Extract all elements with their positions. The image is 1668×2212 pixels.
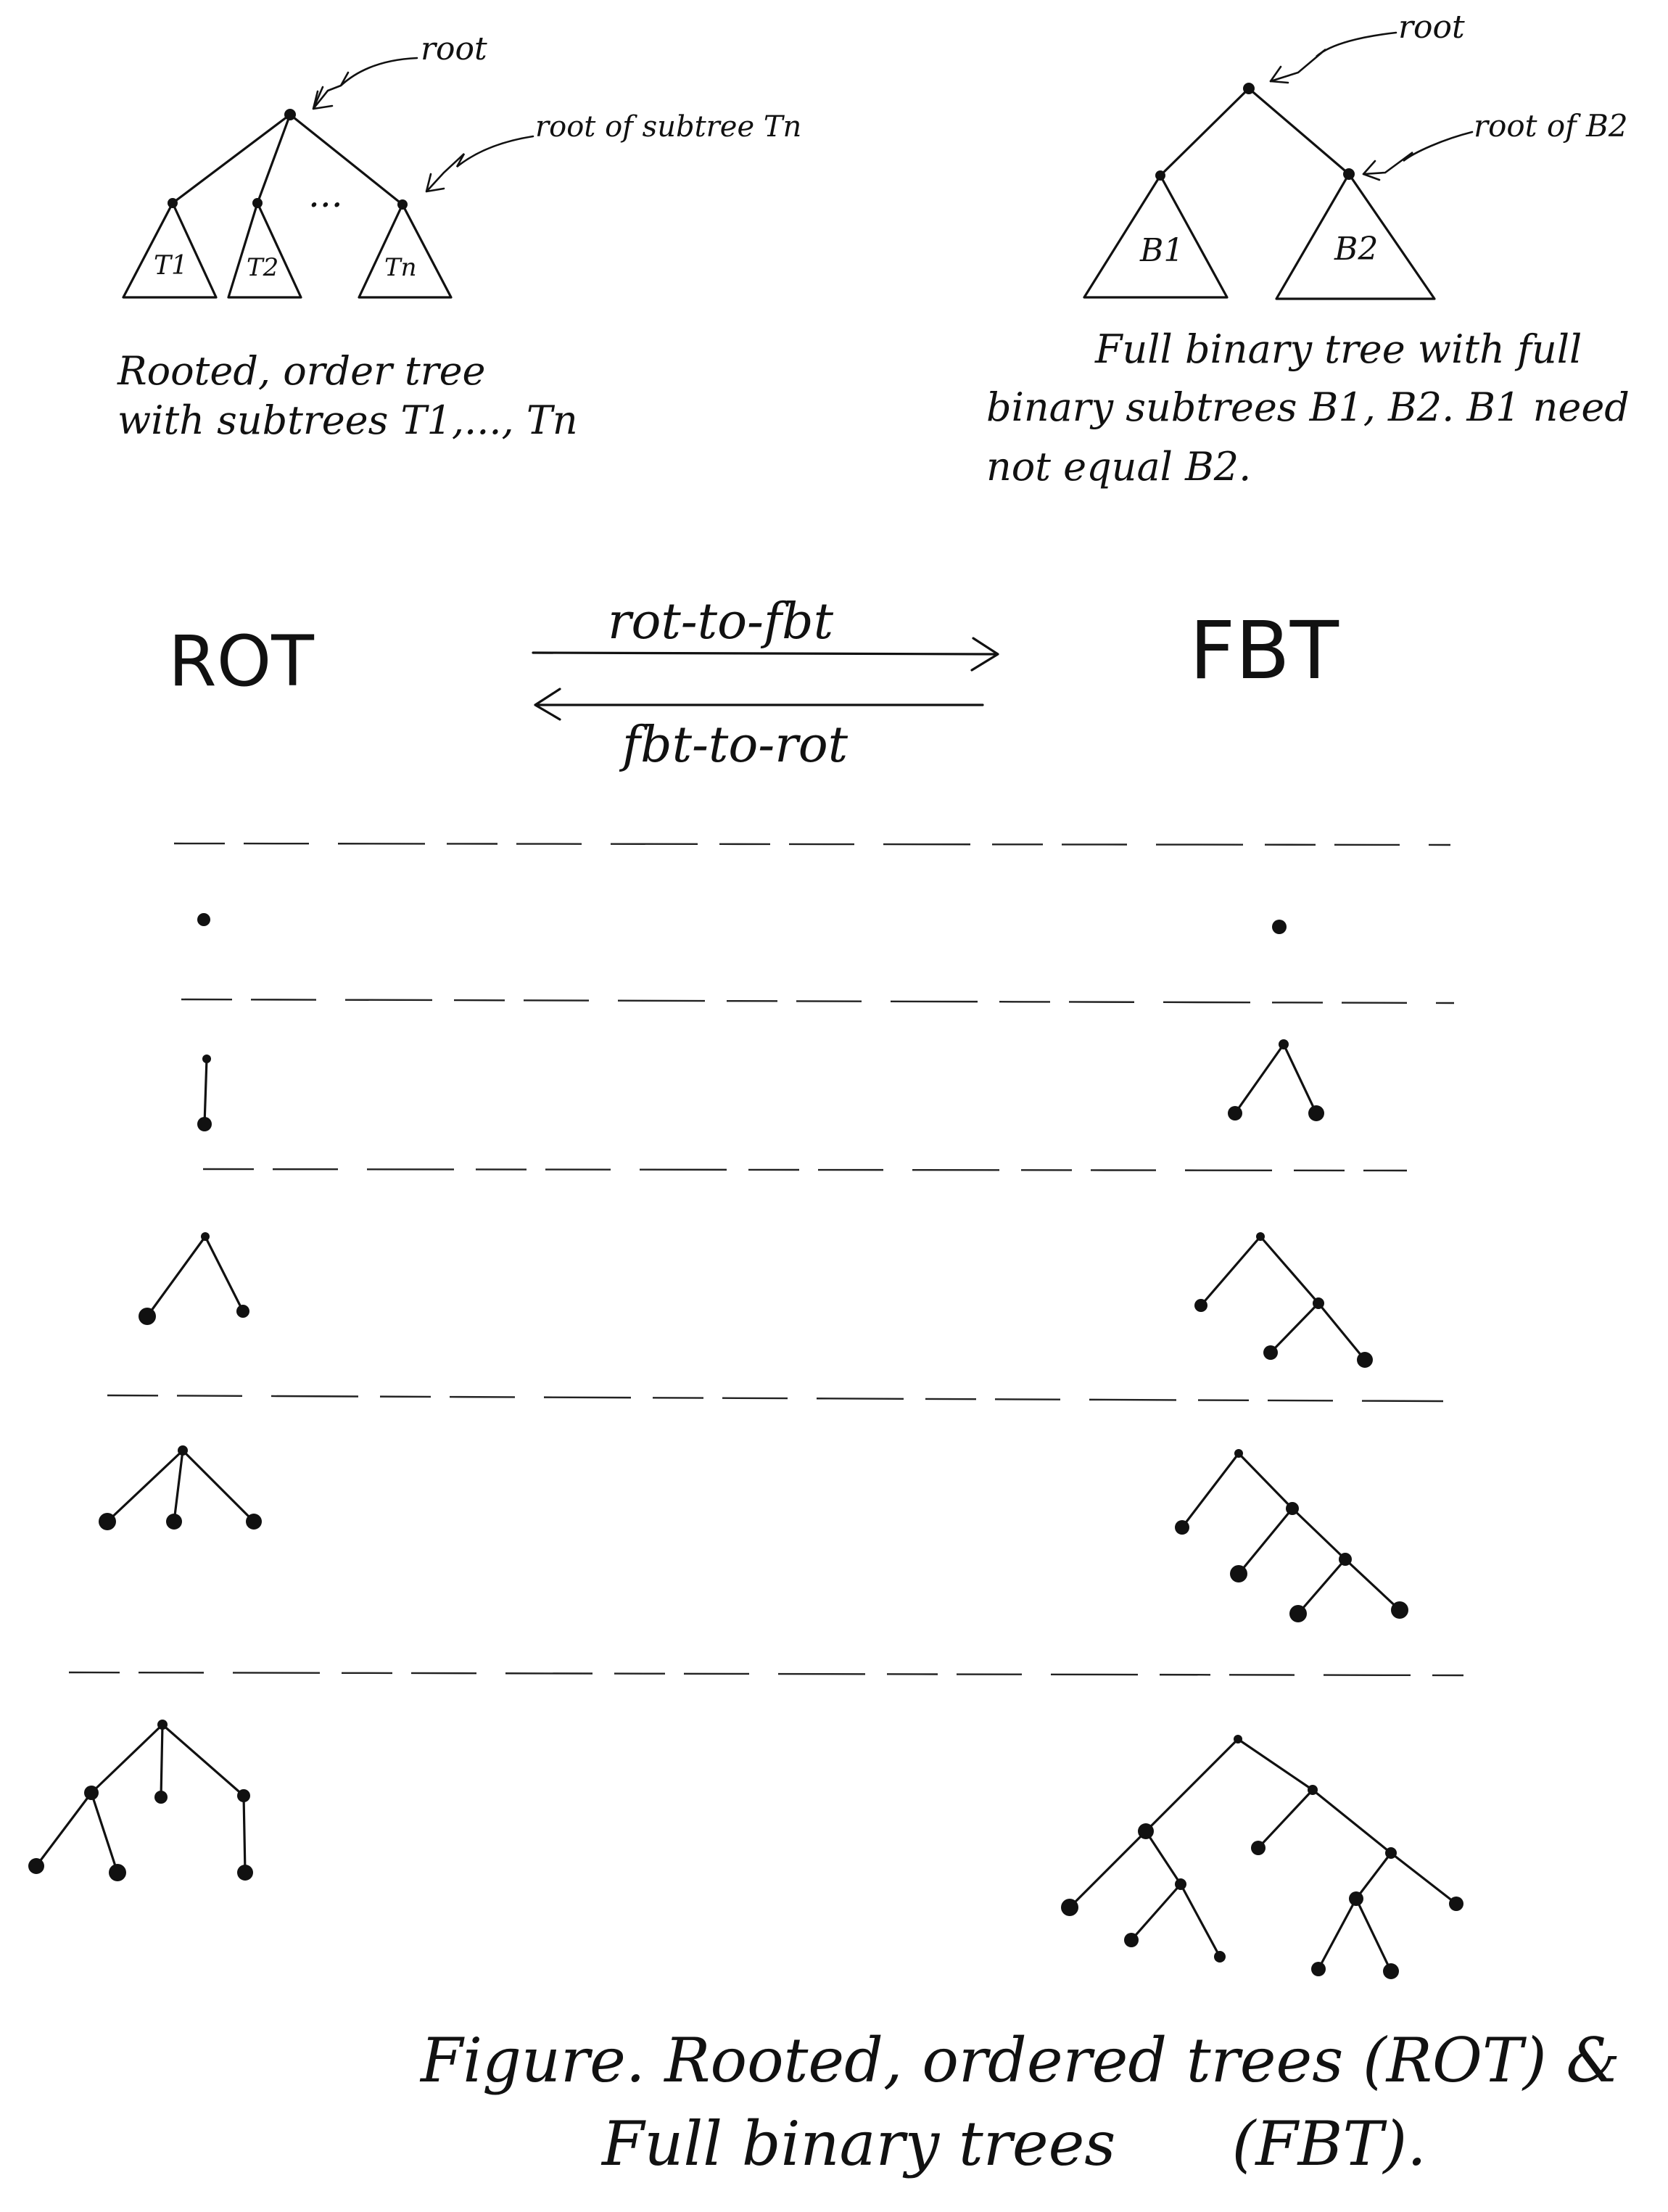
forward-map-label: rot-to-fbt — [608, 593, 834, 651]
fbt-tree-5 — [1061, 1735, 1463, 1979]
subtree-root-label: root of subtree Tn — [535, 110, 802, 144]
subtree-t2-triangle — [228, 203, 301, 297]
rot-caption-line2: with subtrees T1,..., Tn — [117, 397, 578, 443]
row-separators — [69, 843, 1463, 1675]
rot-schematic — [117, 30, 801, 443]
caption-line1: Figure. Rooted, ordered trees (ROT) & — [421, 2025, 1621, 2096]
fbt-root-arrow — [1271, 33, 1396, 81]
fbt-root-label: root — [1398, 9, 1465, 46]
caption-line2: Full binary trees (FBT). — [602, 2108, 1427, 2179]
fbt-tree-2 — [1228, 1039, 1324, 1121]
fbt-caption-line2: binary subtrees B1, B2. B1 need — [986, 384, 1630, 430]
rot-caption-line1: Rooted, order tree — [117, 348, 486, 394]
separator-line — [107, 1395, 1443, 1401]
fbt-column-label: FBT — [1189, 604, 1339, 697]
fbt-tree-3 — [1194, 1232, 1373, 1368]
fbt-caption-line1: Full binary tree with full — [1095, 326, 1582, 372]
fbt-tree-1 — [1272, 920, 1287, 934]
subtree-ellipsis: ... — [308, 173, 343, 215]
backward-arrow — [535, 689, 983, 719]
separator-line — [69, 1672, 1463, 1675]
rot-tree-5 — [28, 1720, 253, 1881]
fbt-subtree-root-label: root of B2 — [1474, 108, 1628, 144]
subtree-tn-triangle — [359, 205, 451, 297]
rot-tree-3 — [139, 1232, 249, 1325]
fbt-tree-4 — [1175, 1449, 1408, 1622]
root-arrow — [313, 58, 417, 109]
backward-map-label: fbt-to-rot — [622, 717, 849, 774]
subtree-b2-label: B2 — [1334, 231, 1379, 268]
separator-line — [181, 999, 1454, 1003]
subtree-t1-triangle — [123, 203, 216, 297]
subtree-root-arrow — [428, 136, 533, 190]
separator-line — [174, 843, 1450, 845]
fbt-caption-line3: not equal B2. — [986, 444, 1252, 490]
subtree-t2-label: T2 — [247, 253, 279, 282]
rot-column-label: ROT — [168, 621, 314, 702]
fbt-schematic — [986, 9, 1630, 490]
rot-tree-4 — [99, 1445, 262, 1530]
mapping-header — [168, 593, 1339, 774]
subtree-tn-label: Tn — [384, 253, 417, 282]
root-label: root — [421, 30, 487, 67]
rot-tree-1 — [197, 913, 210, 926]
rot-tree-2 — [197, 1055, 212, 1131]
fbt-subtree-root-arrow — [1363, 132, 1472, 174]
subtree-t1-label: T1 — [154, 251, 188, 281]
figure-caption — [419, 2025, 1620, 2179]
separator-line — [203, 1169, 1407, 1171]
subtree-b1-label: B1 — [1140, 232, 1184, 269]
